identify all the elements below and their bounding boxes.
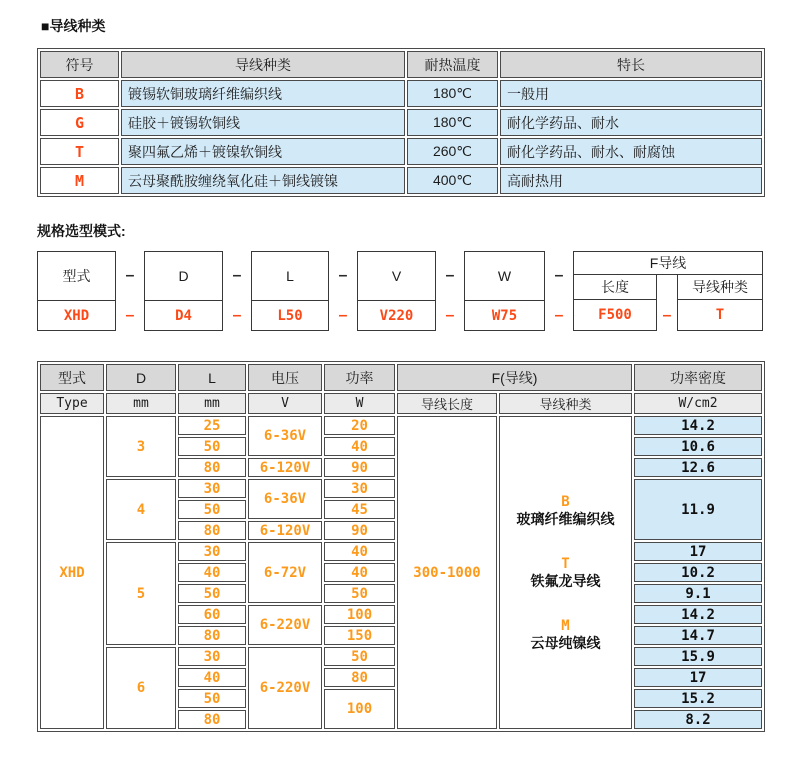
subheader-w: W: [324, 393, 395, 414]
wire-type-item: [500, 618, 631, 652]
wire-name-cell: 云母聚酰胺缠绕氧化硅＋铜线镀镍: [121, 167, 405, 194]
connector-dash: –: [554, 307, 564, 324]
power-density-cell: 15.2: [634, 689, 762, 708]
power-density-cell: 17: [634, 668, 762, 687]
spec-header-row-1: [40, 364, 762, 391]
column-header-f-wire: F(导线): [397, 364, 632, 391]
column-header-voltage: 电压: [248, 364, 322, 391]
connector-dash: –: [338, 267, 348, 284]
table-row: [40, 109, 762, 136]
power-cell: 20: [324, 416, 395, 435]
wire-length-cell: 300-1000: [397, 416, 497, 729]
diameter-cell: 4: [106, 479, 176, 540]
connector-dash: –: [445, 267, 455, 284]
length-cell: 50: [178, 584, 246, 603]
subheader-wcm2: W/cm2: [634, 393, 762, 414]
wire-name-cell: 镀锡软铜玻璃纤维编织线: [121, 80, 405, 107]
f-length-box: [573, 274, 657, 331]
wire-type-name: 云母纯镍线: [530, 634, 601, 651]
wire-type-stack: [500, 417, 631, 728]
column-header-wire-type: 导线种类: [121, 51, 405, 78]
length-cell: 50: [178, 500, 246, 519]
diagram-box-l: [251, 251, 329, 331]
wire-type-code: T: [561, 555, 570, 572]
temp-cell: 260℃: [407, 138, 498, 165]
length-cell: 30: [178, 479, 246, 498]
power-density-cell: 10.2: [634, 563, 762, 582]
diagram-connector: [657, 274, 677, 331]
subheader-mm: mm: [106, 393, 176, 414]
power-density-cell: 9.1: [634, 584, 762, 603]
diameter-cell: 3: [106, 416, 176, 477]
f-group-title: F导线: [573, 251, 763, 275]
length-cell: 80: [178, 521, 246, 540]
diagram-box-value: XHD: [63, 307, 90, 324]
power-density-cell: 11.9: [634, 479, 762, 540]
temp-cell: 180℃: [407, 80, 498, 107]
connector-dash: –: [554, 267, 564, 284]
voltage-cell: 6-220V: [248, 605, 322, 645]
diameter-cell: 5: [106, 542, 176, 645]
length-cell: 80: [178, 710, 246, 729]
diagram-connector: [223, 251, 251, 331]
length-cell: 25: [178, 416, 246, 435]
power-cell: 30: [324, 479, 395, 498]
table-row: [40, 138, 762, 165]
feature-cell: 一般用: [500, 80, 762, 107]
feature-cell: 耐化学药品、耐水、耐腐蚀: [500, 138, 762, 165]
subheader-type: Type: [40, 393, 104, 414]
voltage-cell: 6-120V: [248, 458, 322, 477]
symbol-cell: G: [40, 109, 119, 136]
column-header-l: L: [178, 364, 246, 391]
power-density-cell: 17: [634, 542, 762, 561]
table-header-row: [40, 51, 762, 78]
power-cell: 40: [324, 563, 395, 582]
temp-cell: 400℃: [407, 167, 498, 194]
power-cell: 40: [324, 437, 395, 456]
power-density-cell: 8.2: [634, 710, 762, 729]
subheader-mm: mm: [178, 393, 246, 414]
feature-cell: 高耐热用: [500, 167, 762, 194]
diagram-box-label: W: [465, 252, 544, 301]
wire-name-cell: 聚四氟乙烯＋镀镍软铜线: [121, 138, 405, 165]
subheader-wire-type: 导线种类: [499, 393, 632, 414]
diagram-box-w: [464, 251, 545, 331]
f-length-label: 长度: [574, 275, 656, 300]
connector-dash: –: [445, 307, 455, 324]
power-cell: 50: [324, 647, 395, 666]
voltage-cell: 6-36V: [248, 479, 322, 519]
length-cell: 60: [178, 605, 246, 624]
column-header-temp: 耐热温度: [407, 51, 498, 78]
diagram-connector: [545, 251, 573, 331]
diagram-box-model: [37, 251, 116, 331]
connector-dash: –: [338, 307, 348, 324]
diagram-box-value: W75: [491, 307, 518, 324]
voltage-cell: 6-72V: [248, 542, 322, 603]
wire-type-item: [500, 494, 631, 528]
power-density-cell: 14.2: [634, 605, 762, 624]
symbol-cell: B: [40, 80, 119, 107]
power-density-cell: 14.7: [634, 626, 762, 645]
spec-table: [37, 361, 765, 732]
power-cell: 50: [324, 584, 395, 603]
power-cell: 80: [324, 668, 395, 687]
length-cell: 30: [178, 542, 246, 561]
power-density-cell: 10.6: [634, 437, 762, 456]
length-cell: 80: [178, 458, 246, 477]
wire-type-table: [37, 48, 765, 197]
power-density-cell: 15.9: [634, 647, 762, 666]
diagram-box-value: D4: [175, 307, 192, 324]
f-group-body: [573, 274, 763, 331]
wire-type-item: [500, 556, 631, 590]
diagram-box-value: V220: [379, 307, 414, 324]
connector-dash: –: [232, 307, 242, 324]
column-header-symbol: 符号: [40, 51, 119, 78]
diagram-box-label: 型式: [38, 252, 115, 301]
wire-name-cell: 硅胶＋镀锡软铜线: [121, 109, 405, 136]
diagram-connector: [329, 251, 357, 331]
diagram-box-d: [144, 251, 223, 331]
power-cell: 40: [324, 542, 395, 561]
power-cell: 100: [324, 605, 395, 624]
column-header-model: 型式: [40, 364, 104, 391]
diagram-box-label: L: [252, 252, 328, 301]
power-cell: 90: [324, 521, 395, 540]
length-cell: 80: [178, 626, 246, 645]
length-cell: 40: [178, 668, 246, 687]
diagram-box-label: D: [145, 252, 222, 301]
voltage-cell: 6-220V: [248, 647, 322, 729]
table-row: [40, 167, 762, 194]
subheader-wire-length: 导线长度: [397, 393, 497, 414]
connector-dash: –: [125, 307, 135, 324]
power-cell: 90: [324, 458, 395, 477]
power-cell: 45: [324, 500, 395, 519]
connector-dash: –: [125, 267, 135, 284]
diagram-box-v: [357, 251, 436, 331]
column-header-power-density: 功率密度: [634, 364, 762, 391]
f-wiretype-value: T: [715, 307, 725, 323]
connector-dash: –: [662, 307, 672, 324]
column-header-feature: 特长: [500, 51, 762, 78]
wire-type-cell: [499, 416, 632, 729]
wire-table-title: ■导线种类: [41, 18, 106, 34]
symbol-cell: T: [40, 138, 119, 165]
column-header-power: 功率: [324, 364, 395, 391]
voltage-cell: 6-36V: [248, 416, 322, 456]
power-cell: 150: [324, 626, 395, 645]
model-selection-diagram: [37, 251, 763, 331]
subheader-v: V: [248, 393, 322, 414]
power-cell: 100: [324, 689, 395, 729]
diagram-connector: [116, 251, 144, 331]
length-cell: 40: [178, 563, 246, 582]
spec-header-row-2: [40, 393, 762, 414]
spec-row: [40, 416, 762, 435]
power-density-cell: 12.6: [634, 458, 762, 477]
diameter-cell: 6: [106, 647, 176, 729]
f-wiretype-label: 导线种类: [678, 275, 762, 300]
column-header-d: D: [106, 364, 176, 391]
model-diagram-title: 规格选型模式:: [37, 223, 126, 239]
model-cell: XHD: [40, 416, 104, 729]
temp-cell: 180℃: [407, 109, 498, 136]
length-cell: 50: [178, 689, 246, 708]
diagram-box-value: L50: [277, 307, 303, 324]
wire-type-code: M: [561, 617, 570, 634]
diagram-connector: [436, 251, 464, 331]
power-density-cell: 14.2: [634, 416, 762, 435]
length-cell: 50: [178, 437, 246, 456]
connector-dash: –: [232, 267, 242, 284]
symbol-cell: M: [40, 167, 119, 194]
wire-type-code: B: [561, 493, 570, 510]
f-wiretype-box: [677, 274, 763, 331]
voltage-cell: 6-120V: [248, 521, 322, 540]
length-cell: 30: [178, 647, 246, 666]
table-row: [40, 80, 762, 107]
diagram-f-group: [573, 251, 763, 331]
wire-type-name: 玻璃纤维编织线: [516, 510, 615, 527]
feature-cell: 耐化学药品、耐水: [500, 109, 762, 136]
f-length-value: F500: [598, 307, 632, 323]
wire-type-name: 铁氟龙导线: [530, 572, 601, 589]
diagram-box-label: V: [358, 252, 435, 301]
